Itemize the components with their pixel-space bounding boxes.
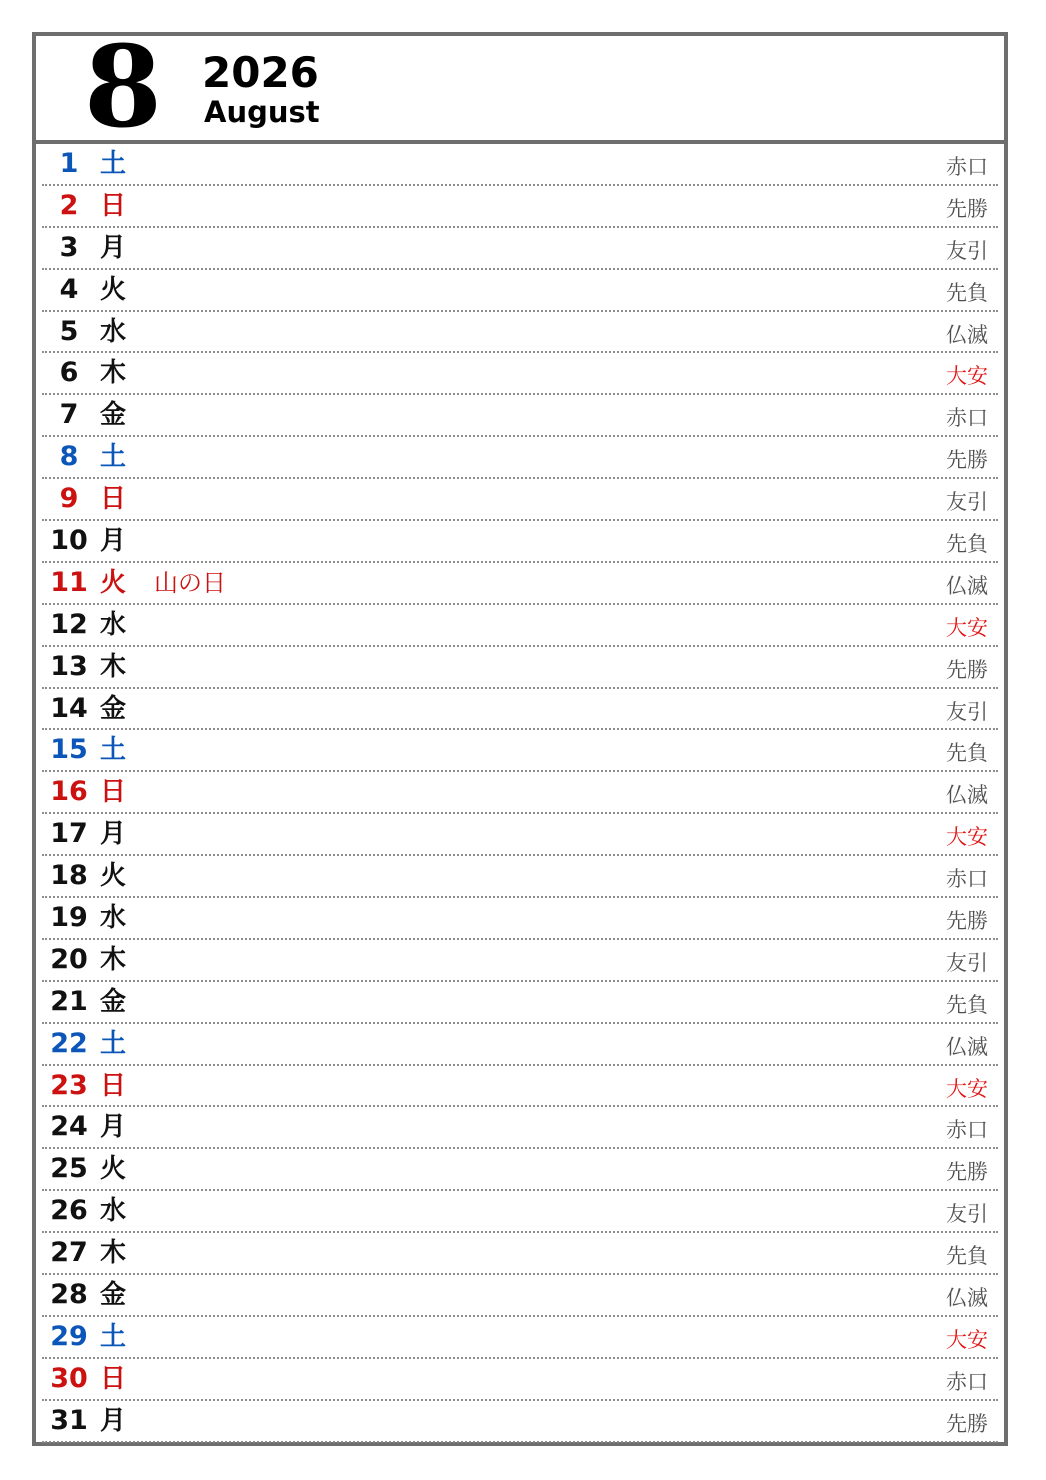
- day-row: [42, 1275, 998, 1317]
- day-number: 19: [50, 902, 88, 934]
- rokuyo-label: 友引: [946, 1202, 988, 1227]
- weekday-label: 金: [100, 986, 127, 1017]
- weekday-label: 日: [100, 1363, 127, 1394]
- rokuyo-label: 先勝: [946, 657, 988, 682]
- day-number: 22: [50, 1027, 88, 1059]
- day-number: 11: [50, 566, 88, 598]
- day-row: [42, 1066, 998, 1108]
- rokuyo-label: 先勝: [946, 1160, 988, 1185]
- weekday-label: 月: [100, 819, 127, 850]
- weekday-label: 火: [100, 274, 127, 305]
- rokuyo-label: 赤口: [946, 1118, 988, 1143]
- rokuyo-label: 先勝: [946, 909, 988, 934]
- day-number: 17: [50, 818, 88, 850]
- day-row: [42, 437, 998, 479]
- day-number: 15: [50, 734, 88, 766]
- day-number: 9: [59, 483, 79, 515]
- weekday-label: 日: [100, 777, 127, 808]
- day-row: [42, 1233, 998, 1275]
- day-number: 23: [50, 1069, 88, 1101]
- rokuyo-label: 先勝: [946, 1411, 988, 1436]
- day-row: [42, 814, 998, 856]
- day-number: 7: [59, 399, 79, 431]
- rokuyo-label: 大安: [946, 825, 988, 850]
- rokuyo-label: 大安: [946, 364, 988, 389]
- day-row: [42, 395, 998, 437]
- rokuyo-label: 先負: [946, 532, 988, 557]
- day-row: [42, 353, 998, 395]
- weekday-label: 金: [100, 1280, 127, 1311]
- rokuyo-label: 友引: [946, 950, 988, 975]
- weekday-label: 水: [100, 1196, 127, 1227]
- day-row: [42, 563, 998, 605]
- rokuyo-label: 先勝: [946, 448, 988, 473]
- day-number: 16: [50, 776, 88, 808]
- day-row: [42, 270, 998, 312]
- day-number: 8: [59, 441, 79, 473]
- rokuyo-label: 仏滅: [946, 1034, 988, 1059]
- weekday-label: 月: [100, 1405, 127, 1436]
- rokuyo-label: 友引: [946, 238, 988, 263]
- day-row: [42, 228, 998, 270]
- weekday-label: 水: [100, 316, 127, 347]
- day-number: 3: [59, 231, 79, 263]
- day-row: [42, 898, 998, 940]
- day-number: 12: [50, 608, 88, 640]
- rokuyo-label: 大安: [946, 615, 988, 640]
- weekday-label: 月: [100, 232, 127, 263]
- day-number: 1: [59, 148, 79, 179]
- day-row: [42, 940, 998, 982]
- weekday-label: 月: [100, 1112, 127, 1143]
- weekday-label: 土: [100, 1321, 127, 1352]
- weekday-label: 土: [100, 1028, 127, 1059]
- rokuyo-label: 先負: [946, 741, 988, 766]
- day-number: 5: [59, 315, 79, 347]
- weekday-label: 日: [100, 1070, 127, 1101]
- weekday-label: 木: [100, 944, 127, 975]
- day-number: 27: [50, 1237, 88, 1269]
- weekday-label: 土: [100, 442, 127, 473]
- day-row: [42, 856, 998, 898]
- calendar-frame: [32, 22, 1008, 1446]
- rokuyo-label: 仏滅: [946, 783, 988, 808]
- day-row: [42, 1317, 998, 1359]
- weekday-label: 日: [100, 484, 127, 515]
- rokuyo-label: 大安: [946, 1076, 988, 1101]
- day-number: 6: [59, 357, 79, 389]
- weekday-label: 木: [100, 358, 127, 389]
- day-row: [42, 1359, 998, 1401]
- rokuyo-label: 友引: [946, 699, 988, 724]
- day-number: 29: [50, 1320, 88, 1352]
- day-row: [42, 186, 998, 228]
- day-number: 21: [50, 985, 88, 1017]
- rokuyo-label: 赤口: [946, 155, 988, 179]
- month-number: 8: [84, 22, 162, 153]
- day-list: [42, 144, 998, 1443]
- weekday-label: 金: [100, 400, 127, 431]
- day-number: 28: [50, 1279, 88, 1311]
- weekday-label: 火: [100, 861, 127, 892]
- day-number: 14: [50, 692, 88, 724]
- day-number: 31: [50, 1404, 88, 1436]
- day-number: 24: [50, 1111, 88, 1143]
- day-number: 2: [59, 189, 79, 221]
- weekday-label: 水: [100, 903, 127, 934]
- holiday-name: 山の日: [154, 568, 226, 597]
- day-row: [42, 144, 998, 186]
- day-row: [42, 1107, 998, 1149]
- day-row: [42, 1401, 998, 1443]
- rokuyo-label: 赤口: [946, 867, 988, 892]
- day-number: 26: [50, 1195, 88, 1227]
- rokuyo-label: 先負: [946, 1244, 988, 1269]
- rokuyo-label: 仏滅: [946, 573, 988, 598]
- month-name-label: August: [204, 95, 320, 129]
- weekday-label: 土: [100, 149, 127, 179]
- rokuyo-label: 先勝: [946, 196, 988, 221]
- weekday-label: 火: [100, 567, 127, 598]
- day-row: [42, 479, 998, 521]
- calendar-header: [36, 22, 1004, 153]
- rokuyo-label: 大安: [946, 1327, 988, 1352]
- weekday-label: 木: [100, 651, 127, 682]
- day-row: [42, 1191, 998, 1233]
- day-row: [42, 982, 998, 1024]
- year-label: 2026: [202, 48, 319, 97]
- weekday-label: 火: [100, 1154, 127, 1185]
- day-number: 13: [50, 650, 88, 682]
- rokuyo-label: 赤口: [946, 1369, 988, 1394]
- rokuyo-label: 仏滅: [946, 322, 988, 347]
- weekday-label: 木: [100, 1238, 127, 1269]
- weekday-label: 土: [100, 735, 127, 766]
- weekday-label: 金: [100, 693, 127, 724]
- day-number: 20: [50, 943, 88, 975]
- day-row: [42, 730, 998, 772]
- rokuyo-label: 先負: [946, 280, 988, 305]
- day-number: 25: [50, 1153, 88, 1185]
- day-row: [42, 689, 998, 731]
- rokuyo-label: 仏滅: [946, 1286, 988, 1311]
- day-number: 4: [59, 273, 79, 305]
- rokuyo-label: 赤口: [946, 406, 988, 431]
- day-row: [42, 521, 998, 563]
- day-row: [42, 1024, 998, 1066]
- weekday-label: 月: [100, 526, 127, 557]
- rokuyo-label: 友引: [946, 490, 988, 515]
- day-row: [42, 1149, 998, 1191]
- day-number: 30: [50, 1362, 88, 1394]
- weekday-label: 日: [100, 190, 127, 221]
- day-row: [42, 312, 998, 354]
- day-number: 10: [50, 525, 88, 557]
- day-row: [42, 647, 998, 689]
- day-number: 18: [50, 860, 88, 892]
- day-row: [42, 605, 998, 647]
- day-row: [42, 772, 998, 814]
- rokuyo-label: 先負: [946, 992, 988, 1017]
- weekday-label: 水: [100, 609, 127, 640]
